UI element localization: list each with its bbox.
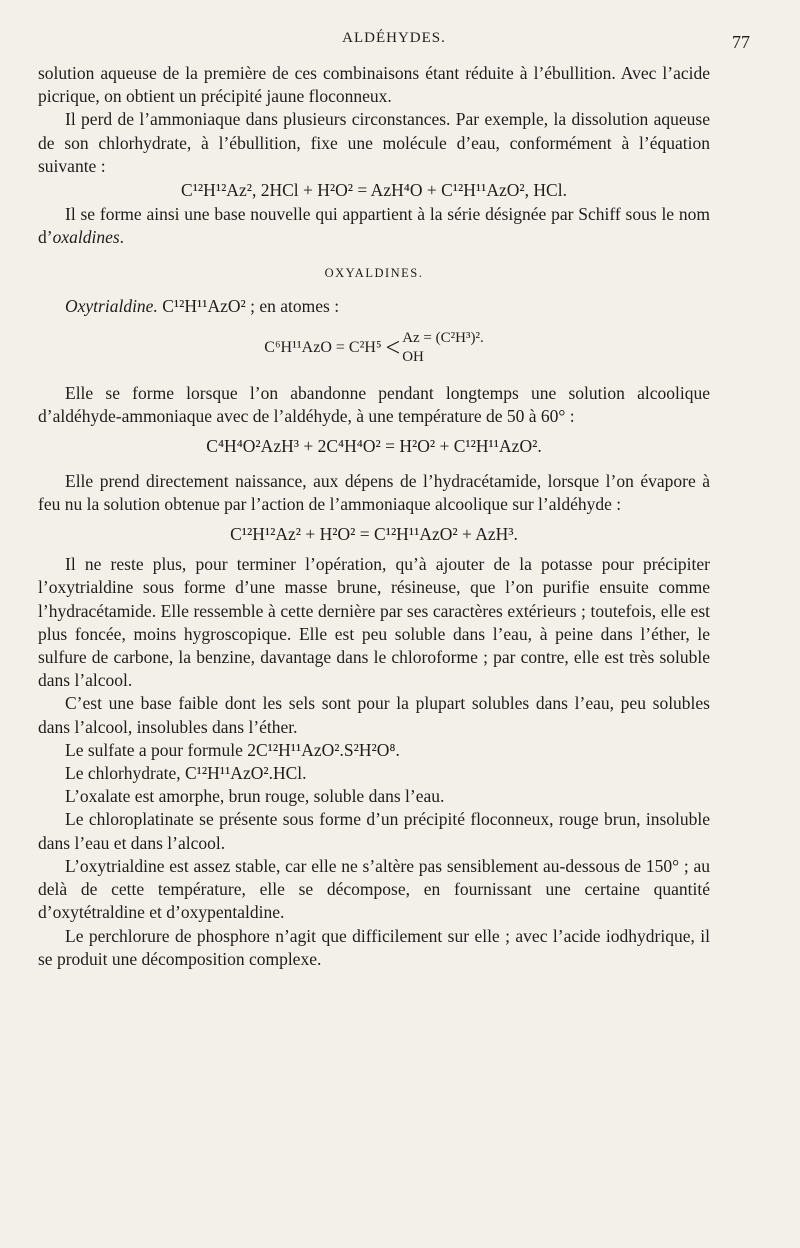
page-number: 77 bbox=[732, 32, 750, 52]
structural-formula bbox=[38, 320, 710, 376]
oxytrialdine-formula: C¹²H¹¹AzO² ; en atomes : bbox=[157, 295, 340, 316]
structural-formula-left: C⁶H¹¹AzO = C²H⁵ bbox=[264, 339, 382, 357]
paragraph-perchlorure: Le perchlorure de phosphore n’agit que difficilement sur elle ; avec l’acide iodhydrique, il se produit une décomposition complexe. bbox=[38, 925, 710, 969]
paragraph-continuation: solution aqueuse de la première de ces combinaisons étant réduite à l’ébullition. Avec l’acide picrique, on obtient un précipité jaune floconneux. bbox=[38, 63, 710, 107]
paragraph-weak-base: C’est une base faible dont les sels sont pour la plupart solubles dans l’eau, peu solubles dans l’alcool, insolubles dans l’éther. bbox=[38, 693, 710, 737]
paragraph-properties: Il ne reste plus, pour terminer l’opération, qu’à ajouter de la potasse pour précipiter l’oxytrialdine sous forme d’une masse brune, résineuse, que l’on purifie ensuite comme l’hydracétamide. Elle ressemble à cette dernière par ses caractères extérieurs ; toutefois, elle est plus foncée, moins hygroscopique. Elle est peu soluble dans l’eau, à peine dans l’éther, le sulfure de carbone, la benzine, davantage dans le chloroforme ; par contre, elle est très soluble dans l’alcool. bbox=[38, 554, 710, 691]
branch-top: Az = (C²H³)². bbox=[402, 330, 484, 347]
paragraph-ammonia-loss: Il perd de l’ammoniaque dans plusieurs circonstances. Par exemple, la dissolution aqueuse de son chlorhydrate, à l’ébullition, fixe une molécule d’eau, conformément à l’équation suivante : bbox=[38, 109, 710, 176]
equation-1: C¹²H¹²Az², 2HCl + H²O² = AzH⁴O + C¹²H¹¹AzO², HCl. bbox=[181, 180, 567, 201]
branch-angle: < bbox=[385, 333, 401, 363]
paragraph-oxaldines bbox=[38, 203, 710, 249]
equation-3: C¹²H¹²Az² + H²O² = C¹²H¹¹AzO² + AzH³. bbox=[230, 524, 518, 545]
term-oxaldines: oxaldines bbox=[52, 227, 120, 248]
term-oxytrialdine: Oxytrialdine. bbox=[65, 295, 158, 316]
section-title: OXYALDINES. bbox=[324, 265, 424, 280]
paragraph-oxalate: L’oxalate est amorphe, brun rouge, soluble dans l’eau. bbox=[65, 786, 445, 807]
paragraph-chlorhydrate: Le chlorhydrate, C¹²H¹¹AzO².HCl. bbox=[65, 763, 307, 784]
structural-formula-branch bbox=[402, 329, 484, 367]
paragraph-stability: L’oxytrialdine est assez stable, car elle ne s’altère pas sensiblement au-dessous de 150° ; au delà de cette température, elle se décompose, en fournissant une certaine quantité d’oxytétraldine et d’oxypentaldine. bbox=[38, 855, 710, 923]
running-title: ALDÉHYDES. bbox=[342, 30, 446, 46]
page-header bbox=[38, 30, 750, 54]
paragraph-oxytrialdine bbox=[38, 295, 710, 318]
paragraph-hydracetamide: Elle prend directement naissance, aux dépens de l’hydracétamide, lorsque l’on évapore à feu nu la solution obtenue par l’action de l’ammoniaque alcoolique sur l’aldéhyde : bbox=[38, 470, 710, 514]
paragraph-formation: Elle se forme lorsque l’on abandonne pendant longtemps une solution alcoolique d’aldéhyde-ammoniaque avec de l’aldéhyde, à une température de 50 à 60° : bbox=[38, 383, 710, 427]
text-after-term: . bbox=[119, 227, 125, 248]
branch-bottom: OH bbox=[402, 349, 424, 366]
paragraph-sulfate: Le sulfate a pour formule 2C¹²H¹¹AzO².S²H²O⁸. bbox=[65, 739, 400, 760]
paragraph-chloroplatinate: Le chloroplatinate se présente sous forme d’un précipité floconneux, rouge brun, insoluble dans l’eau et dans l’alcool. bbox=[38, 809, 710, 853]
text-before-term: Il se forme ainsi une base nouvelle qui appartient à la série désignée par Schiff sous le nom d’ bbox=[38, 204, 710, 248]
page-body bbox=[38, 62, 710, 971]
equation-2: C⁴H⁴O²AzH³ + 2C⁴H⁴O² = H²O² + C¹²H¹¹AzO². bbox=[206, 436, 542, 457]
